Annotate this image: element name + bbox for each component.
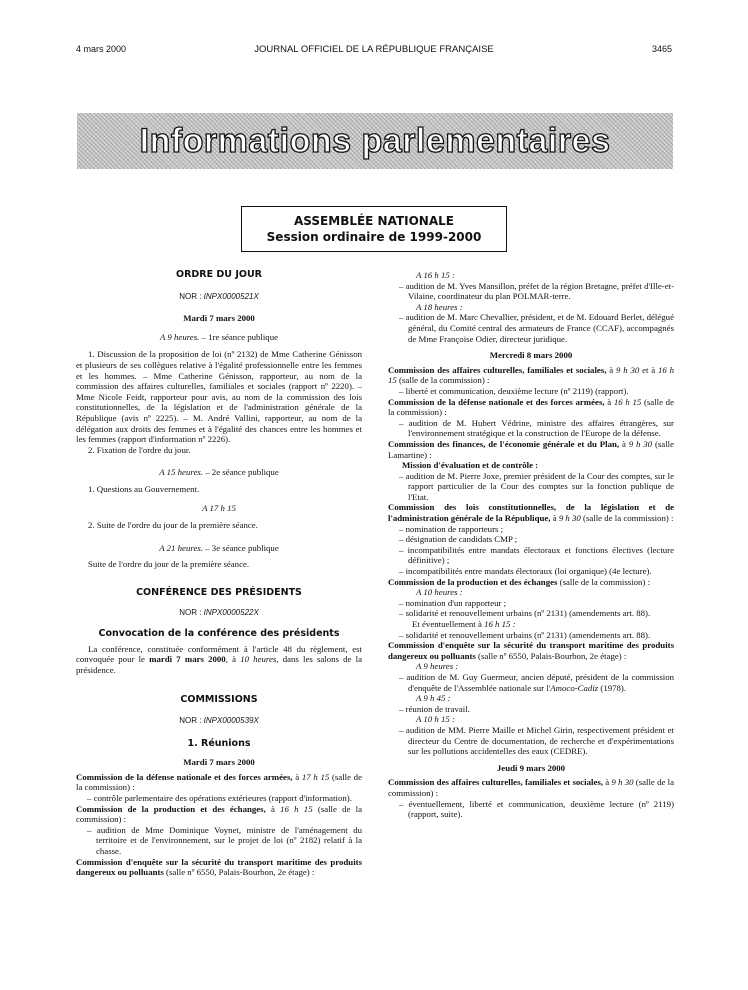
text-run: 9 h 30 <box>611 777 634 788</box>
agenda-item: 1. Questions au Gouvernement. <box>88 483 200 494</box>
nor-line <box>76 608 362 619</box>
text-run: (salle nº 6550, Palais-Bourbon, 2e étage) : <box>163 867 315 878</box>
commission-name: Commission de la défense nationale et des forces armées, <box>388 396 605 407</box>
text-run: (salle de la commission) : <box>396 375 490 386</box>
nor-prefix: NOR : <box>179 291 202 301</box>
header-journal-title: JOURNAL OFFICIEL DE LA RÉPUBLIQUE FRANÇAISE <box>254 44 494 55</box>
session-label: – 2e séance publique <box>203 467 279 478</box>
agenda-bullet: – contrôle parlementaire des opérations extérieures (rapport d'information). <box>87 793 352 803</box>
day-heading: Jeudi 9 mars 2000 <box>496 762 566 773</box>
session-heading <box>76 467 362 478</box>
session-time: A 15 heures. <box>159 467 203 478</box>
commission-entry <box>388 577 674 588</box>
commission-entry <box>76 857 362 878</box>
day-heading: Mercredi 8 mars 2000 <box>489 350 573 361</box>
text-run: A 9 h 45 : <box>416 693 451 704</box>
commission-entry <box>388 502 674 523</box>
conference-title: CONFÉRENCE DES PRÉSIDENTS <box>136 586 302 598</box>
agenda-bullet: – nomination de rapporteurs ; <box>399 523 504 534</box>
nor-code: INPX0000539X <box>203 716 259 726</box>
text-run: (salle de la commission) : <box>388 777 674 798</box>
time-heading <box>388 714 674 725</box>
text-run: 16 h 15 <box>280 803 313 814</box>
agenda-bullet: – audition de MM. Pierre Maille et Michel Girin, respectivement président et directeur du Centre de documentation, de recherche et d'expérimentations sur les pollutions accidentelles des eaux (CEDRE). <box>399 724 674 757</box>
time-heading <box>388 587 674 598</box>
commission-name: Commission de la production et des échanges, <box>76 803 266 814</box>
session-heading <box>76 543 362 554</box>
agenda-bullet: – audition de Mme Dominique Voynet, ministre de l'aménagement du territoire et de l'environnement, sur le projet de loi (nº 2182) relatif à la chasse. <box>87 824 362 856</box>
text-run: à <box>265 803 281 814</box>
agenda-bullet: – incompatibilités entre mandats électoraux (loi organique) (4e lecture). <box>399 566 652 577</box>
agenda-bullet: – liberté et communication, deuxième lecture (nº 2119) (rapport). <box>399 385 629 396</box>
commission-name: Commission des lois constitutionnelles, de la législation et de l'administration générale de la République, <box>388 502 674 524</box>
header-date: 4 mars 2000 <box>76 44 127 54</box>
reunions-title: 1. Réunions <box>187 737 251 749</box>
text-run: (1978). <box>598 682 627 693</box>
agenda-bullet: – audition de M. Yves Mansillon, préfet de la région Bretagne, préfet d'Ille-et-Vilaine, coordinateur du plan POLMAR-terre. <box>399 280 674 302</box>
nor-line <box>76 716 362 727</box>
header-page-number: 3465 <box>651 44 672 54</box>
text-run: 10 heures <box>240 654 277 665</box>
agenda-item: 2. Suite de l'ordre du jour de la première séance. <box>88 520 258 531</box>
session-label: – 1re séance publique <box>199 331 278 342</box>
time-heading <box>388 661 674 672</box>
text-run: – audition de M. Guy Guermeur, ancien député, président de la commission d'enquête de l'Assemblée nationale sur l' <box>399 671 674 693</box>
session-time: A 9 heures. <box>160 331 200 342</box>
commission-name: Commission des affaires culturelles, familiales et sociales, <box>388 777 603 788</box>
nor-code: INPX0000522X <box>203 608 259 618</box>
commission-entry <box>388 365 674 386</box>
text-run: à <box>550 513 559 524</box>
text-run: à <box>292 771 302 782</box>
agenda-bullet: – solidarité et renouvellement urbains (nº 2131) (amendements art. 88). <box>399 629 651 640</box>
session-heading <box>76 503 362 514</box>
text-run: et à <box>639 364 658 375</box>
page-header <box>76 44 672 58</box>
commission-entry <box>388 397 674 418</box>
text-run: 17 h 15 <box>301 771 330 782</box>
agenda-item: Suite de l'ordre du jour de la première séance. <box>88 559 250 570</box>
left-column <box>76 270 362 878</box>
text-run: (salle Lamartine) : <box>388 438 674 460</box>
agenda-item: 1. Discussion de la proposition de loi (nº 2132) de Mme Catherine Génisson et plusieurs de ses collègues relative à l'égalité professionnelle entre les femmes et les hommes. – Mme Catherine Génisson, rapporteur, au nom de la commission des affaires culturelles, familiales et sociales (rapport nº 2220). – Mme Nicole Feidt, rapporteur pour avis, au nom de la commission des lois constitutionnelles, de la législation et de l'administration générale de la République (avis nº 2225). – M. André Vallini, rapporteur, au nom de la délégation aux droits des femmes et à l'égalité des chances entre les hommes et les femmes (rapport d'information nº 2226). <box>76 349 362 445</box>
commission-entry <box>76 772 362 793</box>
time-heading <box>388 619 674 630</box>
session-time: A 21 heures. <box>159 542 203 553</box>
text-run: , à <box>225 654 241 665</box>
text-run: (salle de la commission) : <box>580 513 674 524</box>
commission-name: Commission d'enquête sur la sécurité du transport maritime des produits dangereux ou polluants <box>388 640 674 661</box>
nor-prefix: NOR : <box>179 716 202 726</box>
text-run: (salle de la commission) : <box>76 771 362 793</box>
session-name: Session ordinaire de 1999-2000 <box>266 230 482 244</box>
text-run: 16 h 15 <box>613 396 642 407</box>
agenda-bullet: – nomination d'un rapporteur ; <box>399 597 507 608</box>
commission-name: Commission des finances, de l'économie générale et du Plan, <box>388 438 620 449</box>
ordre-du-jour-title: ORDRE DU JOUR <box>176 269 262 280</box>
text-run: A 10 h 15 : <box>416 714 455 725</box>
right-column <box>388 270 674 820</box>
session-heading <box>76 332 362 343</box>
agenda-bullet: – réunion de travail. <box>399 703 470 714</box>
text-run: à <box>606 364 616 375</box>
mission-heading: Mission d'évaluation et de contrôle : <box>402 460 539 471</box>
text-run: 16 h 15 : <box>484 619 516 629</box>
commission-entry <box>76 804 362 825</box>
agenda-bullet: – audition de M. Hubert Védrine, ministre des affaires étrangères, sur l'environnement stratégique et la construction de l'Europe de la défense. <box>399 417 674 439</box>
text-run: 9 h 30 <box>616 364 640 375</box>
time-heading <box>388 270 674 281</box>
text-run: , dans les salons de la présidence. <box>76 654 362 675</box>
agenda-item: 2. Fixation de l'ordre du jour. <box>88 444 191 455</box>
commission-name: Commission de la production et des échanges <box>388 576 558 587</box>
text-run: à <box>619 438 629 449</box>
text-run: 9 h 30 <box>558 513 581 524</box>
agenda-bullet <box>388 672 674 693</box>
nor-code: INPX0000521X <box>203 291 259 301</box>
day-heading: Mardi 7 mars 2000 <box>183 757 255 768</box>
commission-name: Commission des affaires culturelles, familiales et sociales, <box>388 364 607 375</box>
banner-title: Informations parlementaires <box>139 121 611 160</box>
assembly-box <box>241 206 507 252</box>
agenda-bullet: – audition de M. Marc Chevallier, président, et de M. Edouard Berlet, délégué général, du Comité central des armateurs de France (CCAF), accompagnés de Mme Françoise Odier, directeur juridique. <box>399 312 674 344</box>
text-run: 9 h 30 <box>628 438 653 449</box>
text-run: (salle de la commission) : <box>76 803 362 825</box>
commissions-title: COMMISSIONS <box>180 694 258 706</box>
commission-name: Commission de la défense nationale et des forces armées, <box>76 771 293 782</box>
text-run: (salle de la commission) : <box>388 396 674 418</box>
text-run: mardi 7 mars 2000 <box>149 654 226 665</box>
text-run: (salle de la commission) : <box>557 576 651 587</box>
text-run: 16 h 15 <box>388 364 675 386</box>
text-run: Amoco-Cadiz <box>550 682 599 693</box>
session-label: – 3e séance publique <box>203 542 279 553</box>
text-run: A 18 heures : <box>416 301 463 312</box>
nor-line <box>76 292 362 303</box>
section-banner <box>77 113 673 169</box>
commission-entry <box>388 777 674 798</box>
time-heading <box>388 302 674 313</box>
commission-entry <box>388 439 674 460</box>
agenda-bullet: – incompatibilités entre mandats électoraux et fonctions électives (lecture définitive) ; <box>399 544 674 566</box>
text-run: Et éventuellement à <box>412 619 485 629</box>
text-run: à <box>604 396 614 407</box>
agenda-bullet: – éventuellement, liberté et communication, deuxième lecture (nº 2119) (rapport, suite). <box>399 798 674 820</box>
text-run: A 16 h 15 : <box>416 270 455 280</box>
assembly-name: ASSEMBLÉE NATIONALE <box>294 214 454 228</box>
commission-entry <box>388 640 674 661</box>
agenda-bullet: – désignation de candidats CMP ; <box>399 534 518 545</box>
convocation-text <box>76 644 362 676</box>
text-run: La conférence, constituée conformément à l'article 48 du règlement, est convoquée pour le <box>76 643 362 665</box>
time-heading <box>388 693 674 704</box>
session-time: A 17 h 15 <box>202 502 236 513</box>
text-run: à <box>603 777 612 788</box>
agenda-bullet: – solidarité et renouvellement urbains (nº 2131) (amendements art. 88). <box>399 608 651 619</box>
day-heading: Mardi 7 mars 2000 <box>183 313 255 324</box>
commission-name: Commission d'enquête sur la sécurité du transport maritime des produits dangereux ou polluants <box>76 856 362 878</box>
nor-prefix: NOR : <box>179 608 202 618</box>
convocation-title: Convocation de la conférence des présidents <box>98 628 340 640</box>
text-run: (salle nº 6550, Palais-Bourbon, 2e étage) : <box>475 650 627 661</box>
text-run: A 10 heures : <box>416 587 463 598</box>
text-run: A 9 heures : <box>416 661 459 672</box>
agenda-bullet: – audition de M. Pierre Joxe, premier président de la Cour des comptes, sur le rapport particulier de la Cour des comptes sur la fonction publique de l'Etat. <box>399 470 674 502</box>
